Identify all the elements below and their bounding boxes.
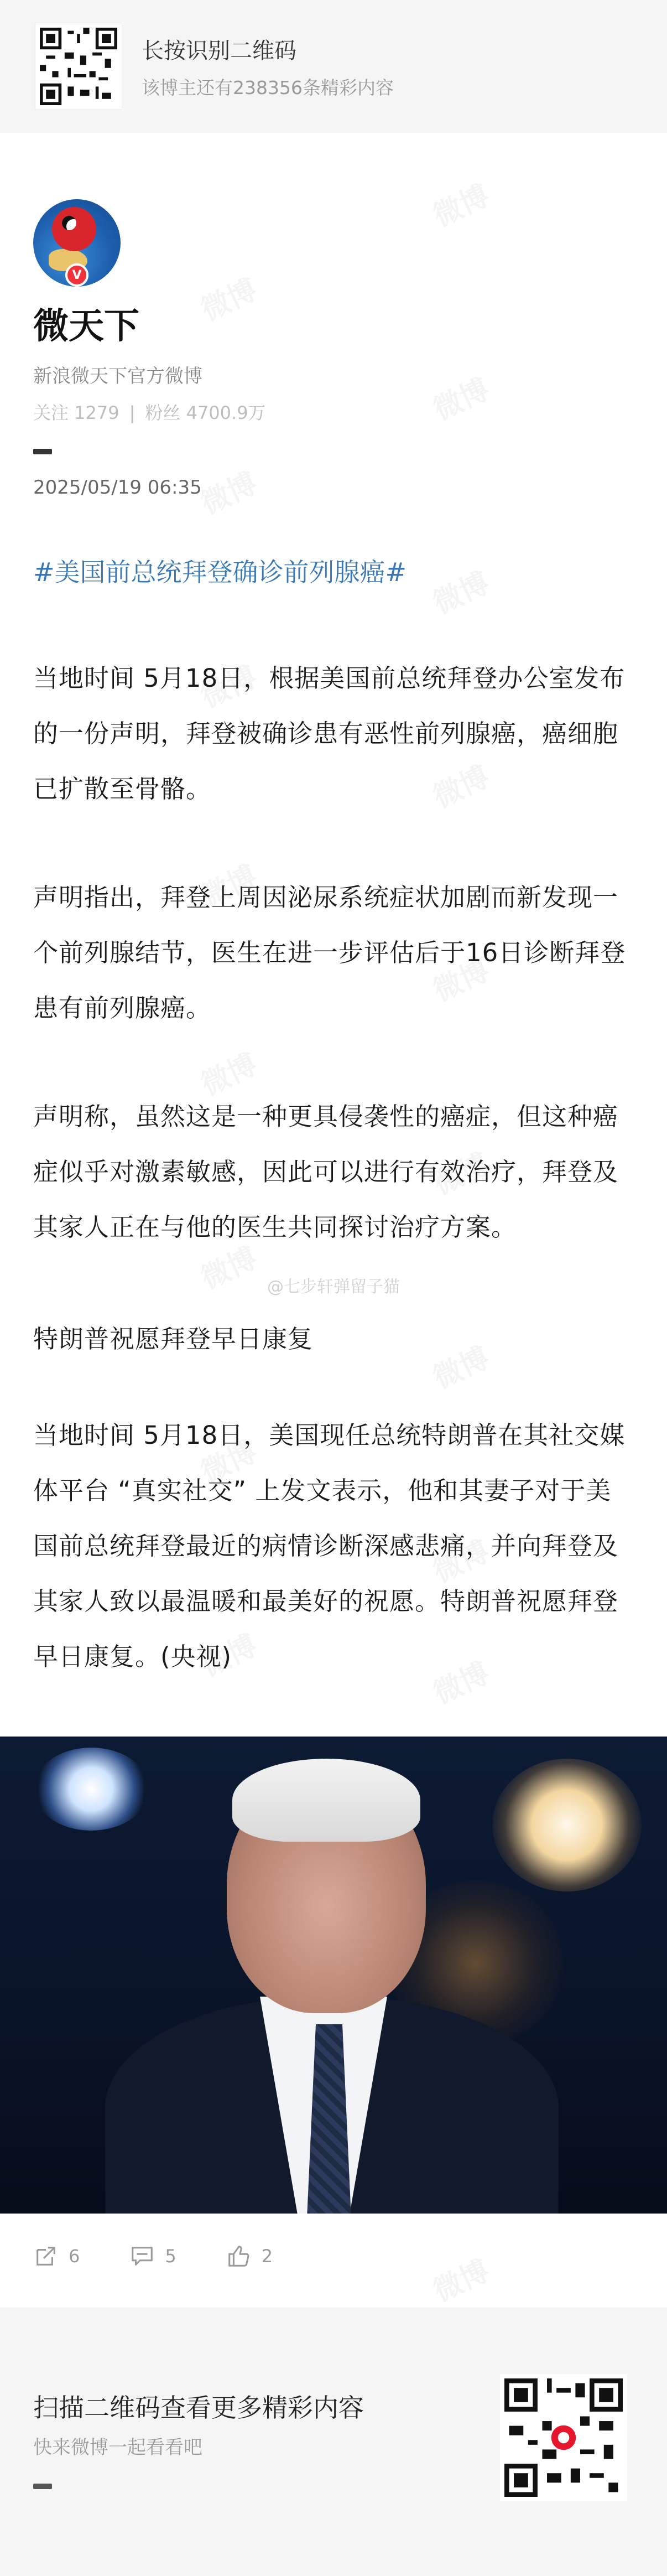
author-profile xyxy=(33,199,266,499)
watermark xyxy=(425,560,495,622)
author-description: 新浪微天下官方微博 xyxy=(33,365,202,387)
author-name[interactable]: 微天下 xyxy=(33,306,139,347)
source-watermark: @七步轩弹留子猫 xyxy=(267,1277,400,1297)
comment-button[interactable] xyxy=(129,2243,176,2269)
avatar-bird xyxy=(52,207,96,251)
post-date: 2025/05/19 06:35 xyxy=(33,476,202,499)
footer-section xyxy=(0,2308,667,2576)
banner-title: 长按识别二维码 xyxy=(142,38,296,64)
footer-title: 扫描二维码查看更多精彩内容 xyxy=(33,2393,364,2423)
banner-subtitle: 该博主还有238356条精彩内容 xyxy=(142,77,394,99)
watermark xyxy=(425,173,495,235)
qr-code-icon xyxy=(504,2378,623,2497)
fans-count: 粉丝 4700.9万 xyxy=(145,402,266,423)
stage-light-right xyxy=(492,1759,642,1891)
post-subheading: 特朗普祝愿拜登早日康复 xyxy=(33,1324,314,1354)
qr-code-small[interactable] xyxy=(35,23,122,110)
qr-banner[interactable] xyxy=(0,0,667,133)
comment-icon xyxy=(129,2243,155,2269)
repost-button[interactable] xyxy=(33,2243,80,2269)
repost-count: 6 xyxy=(69,2246,80,2267)
qr-code-large[interactable] xyxy=(500,2374,627,2501)
post-actions xyxy=(33,2243,273,2269)
follow-count: 关注 1279 xyxy=(33,402,119,423)
stage-light-left xyxy=(33,1748,149,1831)
thumbs-up-icon xyxy=(226,2243,252,2269)
comment-count: 5 xyxy=(165,2246,176,2267)
share-icon xyxy=(33,2243,59,2269)
qr-code-icon xyxy=(40,28,117,105)
author-stats xyxy=(33,399,266,424)
post-photo[interactable] xyxy=(0,1737,667,2214)
watermark xyxy=(425,2248,495,2310)
like-button[interactable] xyxy=(226,2243,273,2269)
stats-divider: | xyxy=(129,402,136,423)
watermark xyxy=(425,366,495,428)
verified-badge-icon: V xyxy=(65,263,88,287)
footer-subtitle: 快来微博一起看看吧 xyxy=(33,2437,202,2459)
photo-hair xyxy=(232,1759,420,1842)
post-paragraph: 声明指出，拜登上周因泌尿系统症状加剧而新发现一个前列腺结节，医生在进一步评估后于16日诊断拜登患有前列腺癌。 xyxy=(33,883,626,1023)
like-count: 2 xyxy=(261,2246,273,2267)
post-paragraph: 当地时间 5月18日，美国现任总统特朗普在其社交媒体平台 “真实社交” 上发文表示，他和其妻子对于美国前总统拜登最近的病情诊断深感悲痛，并向拜登及其家人致以最温暖和最美好的祝愿。特朗普祝愿拜登早日康复。(央视) xyxy=(33,1421,626,1671)
banner-text xyxy=(142,33,394,100)
post-hashtag[interactable]: #美国前总统拜登确诊前列腺癌# xyxy=(33,557,407,587)
divider-dash xyxy=(33,449,52,454)
post-paragraph: 声明称，虽然这是一种更具侵袭性的癌症，但这种癌症似乎对激素敏感，因此可以进行有效治疗，拜登及其家人正在与他的医生共同探讨治疗方案。 xyxy=(33,1102,619,1242)
post-paragraph: 当地时间 5月18日，根据美国前总统拜登办公室发布的一份声明，拜登被确诊患有恶性前列腺癌，癌细胞已扩散至骨骼。 xyxy=(33,664,626,804)
footer-dash xyxy=(33,2484,52,2489)
